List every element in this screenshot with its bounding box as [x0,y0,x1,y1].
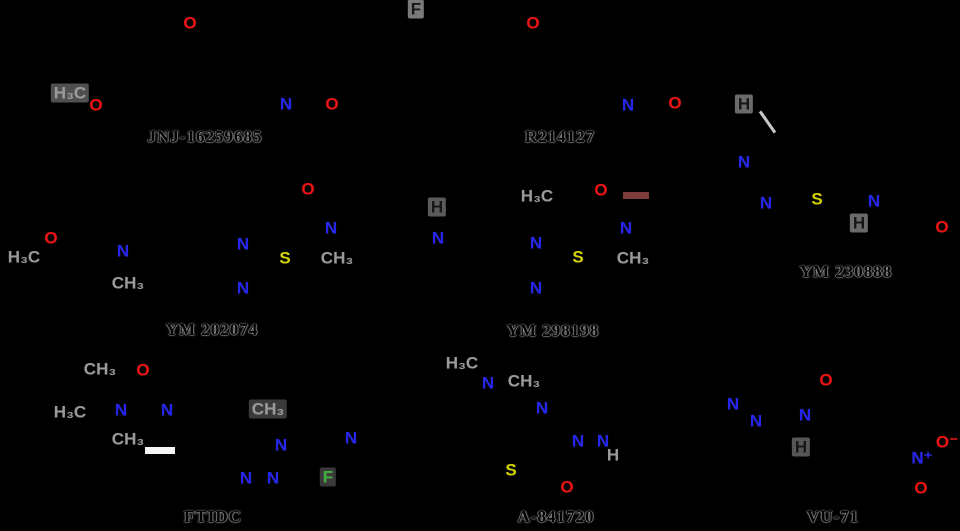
atom-n-label: N [759,193,773,213]
atom-s-label: S [279,248,291,268]
atom-ch3-label: CH₃ [616,248,650,268]
atom-h3c-label: H₃C [520,186,554,206]
atom-s-label: S [572,247,584,267]
atom-n-label: N [160,400,174,420]
atom-n-label: N [481,373,495,393]
atom-h3c-label: H₃C [445,353,479,373]
compound-label-r214127: R214127 [524,127,596,146]
atom-h-label: H [606,445,620,465]
atom-h3c-label: H₃C [51,84,89,103]
compound-label-a-841720: A-841720 [517,507,595,526]
atom-n-label: N [726,394,740,414]
compound-label-ym-298198: YM 298198 [506,321,600,340]
atom-n-label: N [529,233,543,253]
atom-o-label: O [594,180,608,200]
atom-o-minus-label: O⁻ [935,432,959,452]
atom-n-label: N [619,218,633,238]
atom-o-label: O [668,93,682,113]
wedge-bond-mark [145,447,175,454]
atom-ch3-label: CH₃ [83,359,117,379]
atom-h3c-label: H₃C [7,247,41,267]
compound-label-ftidc: FTIDC [184,507,242,526]
compound-label-vu-71: VU-71 [806,507,860,526]
atom-o-label: O [819,370,833,390]
atom-n-label: N [344,428,358,448]
atom-h-label: H [735,95,753,114]
atom-n-label: N [236,278,250,298]
atom-o-label: O [526,13,540,33]
compound-label-ym-202074: YM 202074 [165,320,259,339]
atom-n-label: N [236,234,250,254]
atom-n-label: N [266,468,280,488]
atom-o-label: O [301,179,315,199]
bond-fragment-mark [758,110,775,133]
atom-h3c-label: H₃C [53,402,87,422]
atom-h-label: H [428,198,446,217]
atom-n-label: N [798,405,812,425]
atom-n-label: N [324,218,338,238]
atom-n-label: N [274,435,288,455]
atom-s-label: S [811,189,823,209]
atom-h-label: H [792,438,810,457]
atom-o-label: O [136,360,150,380]
atom-f-label: F [408,0,424,19]
atom-ch3-label: CH₃ [249,400,287,419]
atom-n-label: N [529,278,543,298]
atom-o-label: O [89,95,103,115]
atom-n-label: N [571,431,585,451]
atom-n-label: N [114,400,128,420]
atom-n-label: N [749,411,763,431]
atom-n-label: N [596,431,610,451]
atom-o-label: O [935,217,949,237]
atom-ch3-label: CH₃ [111,273,145,293]
atom-n-label: N [867,191,881,211]
atom-n-label: N [279,94,293,114]
atom-n-label: N [431,228,445,248]
atom-o-label: O [183,13,197,33]
atom-o-label: O [325,94,339,114]
atom-ch3-label: CH₃ [111,429,145,449]
atom-h-label: H [850,214,868,233]
atom-ch3-label: CH₃ [320,248,354,268]
atom-o-label: O [560,477,574,497]
atom-f-label: F [320,468,336,487]
stereo-bond-mark [623,192,649,199]
atom-n-plus-label: N⁺ [911,448,933,468]
atom-ch3-label: CH₃ [507,371,541,391]
atom-n-label: N [621,95,635,115]
atom-n-label: N [239,468,253,488]
compound-label-ym-230888: YM 230888 [799,262,893,281]
atom-n-label: N [116,241,130,261]
atom-o-label: O [914,478,928,498]
atom-o-label: O [44,228,58,248]
atom-n-label: N [737,152,751,172]
atom-s-label: S [505,460,517,480]
compound-label-jnj-16259685: JNJ-16259685 [147,127,263,146]
atom-n-label: N [535,398,549,418]
